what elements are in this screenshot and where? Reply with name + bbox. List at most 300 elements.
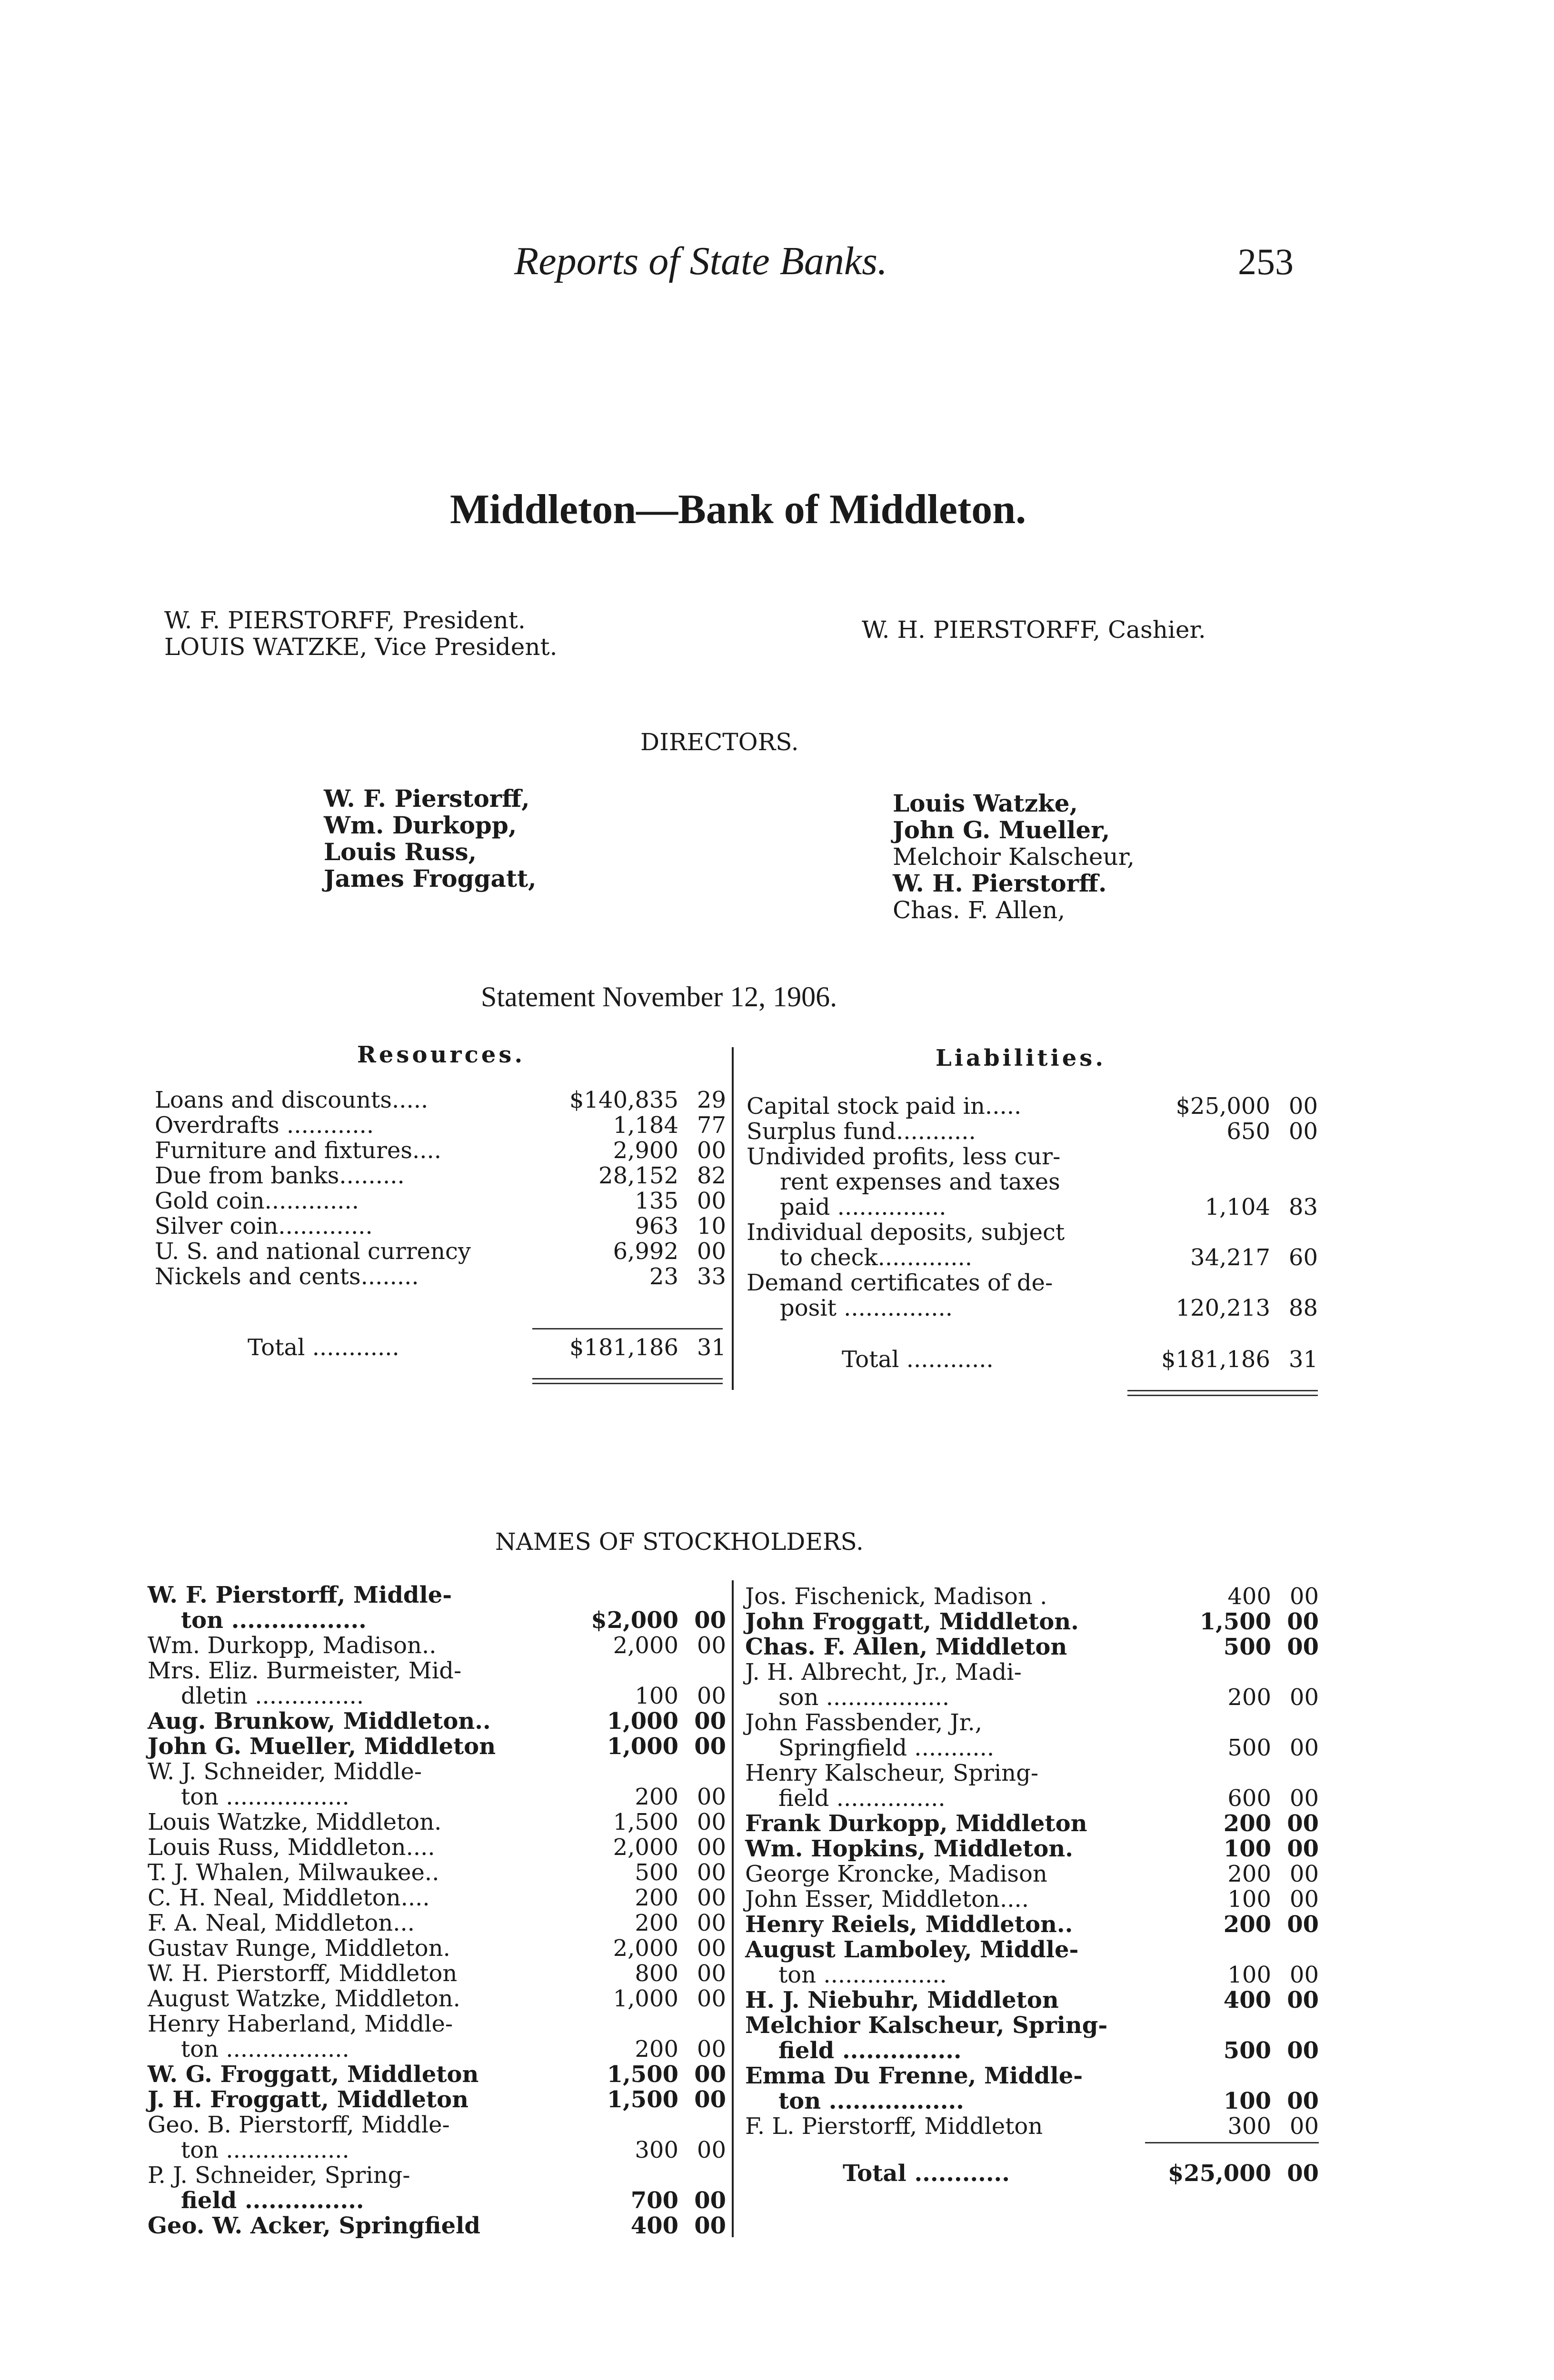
table-row [745,2038,1319,2063]
stockholders-left [148,1583,726,2239]
stockholder-name: dletin ............... [181,1683,364,1709]
table-row [148,1608,726,1633]
liability-cents [1270,1220,1318,1245]
stockholders-divider [732,1580,734,2237]
table-row [155,1088,726,1113]
stockholder-dollars: 400 [1227,1583,1271,1610]
resources-double-rule [532,1383,723,1384]
stockholder-cents: 00 [697,1884,726,1911]
liability-label: Undivided profits, less cur- [747,1143,1061,1170]
table-row [155,1264,726,1289]
resource-dollars: 2,900 [613,1137,678,1164]
stockholder-dollars: 200 [1227,1861,1271,1887]
resource-label: Overdrafts ............ [155,1112,374,1139]
resource-dollars: 23 [649,1263,678,1290]
stockholders-total-label: Total ............ [843,2160,1010,2187]
table-row [745,1862,1319,1887]
liabilities-double-rule [1127,1395,1318,1396]
stockholder-dollars: 300 [635,2137,678,2163]
stockholder-name: Aug. Brunkow, Middleton.. [148,1708,491,1735]
table-row [745,1735,1319,1761]
table-row [148,1986,726,2012]
stockholder-dollars: 2,000 [613,1632,678,1659]
stockholder-dollars [1136,1710,1271,1735]
stockholder-dollars: 200 [635,1910,678,1936]
stockholder-dollars: 200 [1223,1911,1271,1938]
stockholder-dollars: 400 [630,2212,678,2239]
table-row [745,2114,1319,2139]
table-row [745,1887,1319,1912]
directors-right [893,790,1135,923]
liabilities-total [747,1347,1318,1372]
liability-cents: 00 [1288,1118,1318,1145]
table-row [148,2062,726,2087]
stockholder-name: J. H. Froggatt, Middleton [148,2086,469,2113]
statement-date: Statement November 12, 1906. [481,981,837,1012]
stockholder-dollars: 100 [1223,2088,1271,2114]
stockholder-dollars: 200 [635,1884,678,1911]
stockholder-dollars: 200 [1223,1810,1271,1837]
stockholder-dollars: 1,000 [613,1985,678,2012]
liabilities-table [747,1094,1318,1321]
table-row [747,1195,1318,1220]
stockholder-dollars: 500 [1223,1634,1271,1660]
directors-heading: DIRECTORS. [640,728,799,756]
stockholder-name: ton ................. [181,2137,349,2163]
stockholder-cents: 00 [1289,2113,1319,2140]
table-row [745,1811,1319,1836]
running-head-title: Reports of State Banks. [514,239,887,283]
table-row [155,1335,726,1360]
table-row [148,1936,726,1961]
stockholder-name: John Fassbender, Jr., [745,1709,982,1736]
table-row [148,2188,726,2213]
stockholder-name: John Froggatt, Middleton. [745,1608,1079,1635]
liability-cents: 60 [1288,1244,1318,1271]
director-name: Chas. F. Allen, [893,896,1066,924]
resource-cents: 33 [697,1263,726,1290]
table-row [745,1912,1319,1937]
liability-label: Surplus fund........... [747,1118,976,1145]
stockholder-name: field ............... [778,2037,962,2064]
stockholder-cents: 00 [1287,1810,1319,1837]
stockholder-cents [678,1658,726,1684]
stockholder-name: Melchior Kalscheur, Spring- [745,2012,1108,2039]
liability-dollars [1132,1220,1270,1245]
stockholder-name: ton ................. [181,1784,349,1810]
stockholder-dollars [550,1759,678,1785]
stockholder-cents: 00 [1289,1886,1319,1913]
officer-president: W. F. PIERSTORFF, President. [164,606,526,634]
director-name: Wm. Durkopp, [324,811,517,839]
director-name: Louis Russ, [324,838,477,866]
stockholder-name: F. L. Pierstorff, Middleton [745,2113,1043,2140]
table-row [747,1245,1318,1270]
table-row [745,2089,1319,2114]
stockholder-name: field ............... [181,2187,364,2214]
stockholder-name: Jos. Fischenick, Madison . [745,1583,1047,1610]
liability-dollars: $25,000 [1175,1093,1270,1120]
stockholder-name: Geo. B. Pierstorff, Middle- [148,2112,450,2138]
resources-heading: Resources. [357,1041,526,1068]
stockholder-dollars [550,1658,678,1684]
stockholder-name: Emma Du Frenne, Middle- [745,2063,1083,2089]
stockholder-cents: 00 [1289,1684,1319,1711]
resource-label: Silver coin............. [155,1213,373,1240]
officer-vice-president: LOUIS WATZKE, Vice President. [164,633,558,661]
liability-cents: 00 [1288,1093,1318,1120]
table-row [148,1684,726,1709]
table-row [155,1138,726,1163]
liabilities-total-cents: 31 [1288,1346,1318,1373]
stockholder-cents: 00 [697,1834,726,1861]
officers-left [164,607,558,660]
stockholder-dollars: 500 [635,1859,678,1886]
table-row [148,2163,726,2188]
stockholder-cents [1271,2013,1319,2038]
stockholder-dollars: 200 [635,1784,678,1810]
table-row [148,1810,726,1835]
table-row [747,1144,1318,1170]
officer-cashier: W. H. PIERSTORFF, Cashier. [862,616,1206,644]
bank-title: Middleton—Bank of Middleton. [450,486,1026,533]
stockholder-cents: 00 [697,1960,726,1987]
stockholder-dollars [1136,1761,1271,1786]
stockholders-total-dollars: $25,000 [1167,2160,1271,2187]
stockholder-dollars: 800 [635,1960,678,1987]
resource-cents: 10 [697,1213,726,1240]
resource-dollars: $140,835 [569,1087,678,1113]
resource-dollars: 6,992 [613,1238,678,1265]
stockholder-name: T. J. Whalen, Milwaukee.. [148,1859,439,1886]
table-row [148,1911,726,1936]
column-divider [732,1047,734,1390]
stockholder-name: Wm. Durkopp, Madison.. [148,1632,437,1659]
stockholder-name: Louis Russ, Middleton.... [148,1834,435,1861]
liability-cents [1270,1170,1318,1195]
stockholder-dollars: 200 [635,2036,678,2063]
stockholder-name: F. A. Neal, Middleton... [148,1910,415,1936]
table-row [745,1710,1319,1735]
stockholder-name: P. J. Schneider, Spring- [148,2162,410,2189]
liability-label: rent expenses and taxes [780,1169,1060,1195]
stockholder-cents: 00 [1289,1583,1319,1610]
director-name: Louis Watzke, [893,789,1078,817]
stockholder-name: field ............... [778,1785,946,1812]
table-row [148,1658,726,1684]
stockholder-cents [678,2163,726,2188]
table-row [148,1885,726,1911]
liability-dollars: 1,104 [1205,1194,1270,1220]
stockholder-name: August Watzke, Middleton. [148,1985,460,2012]
resources-total-dollars: $181,186 [569,1334,678,1361]
stockholder-cents: 00 [1289,1861,1319,1887]
table-row [148,1835,726,1860]
resource-cents: 00 [697,1137,726,1164]
liability-dollars [1132,1144,1270,1170]
stockholder-name: Gustav Runge, Middleton. [148,1935,450,1962]
stockholder-name: August Lamboley, Middle- [745,1936,1079,1963]
stockholder-name: Springfield ........... [778,1735,995,1761]
stockholder-cents: 00 [697,1809,726,1835]
liability-dollars [1132,1170,1270,1195]
table-row [747,1119,1318,1144]
stockholder-name: Henry Reiels, Middleton.. [745,1911,1073,1938]
liability-dollars: 34,217 [1190,1244,1270,1271]
table-row [745,1836,1319,1862]
resource-label: Gold coin............. [155,1188,359,1214]
stockholder-cents: 00 [697,1859,726,1886]
table-row [745,1761,1319,1786]
stockholder-cents [678,2112,726,2138]
stockholder-name: John Esser, Middleton.... [745,1886,1029,1913]
stockholder-name: Chas. F. Allen, Middleton [745,1634,1067,1660]
stockholder-name: Mrs. Eliz. Burmeister, Mid- [148,1657,462,1684]
stockholder-cents: 00 [1287,1634,1319,1660]
resources-sum-rule [532,1328,723,1329]
resource-label: U. S. and national currency [155,1238,471,1265]
stockholder-cents [678,1759,726,1785]
stockholder-cents: 00 [1287,2037,1319,2064]
resource-label: Nickels and cents........ [155,1263,419,1290]
director-name: James Froggatt, [324,864,537,892]
liability-label: Demand certificates of de- [747,1269,1053,1296]
resource-label: Furniture and fixtures.... [155,1137,442,1164]
directors-left [324,785,537,892]
stockholder-dollars: 500 [1227,1735,1271,1761]
resources-table [155,1088,726,1289]
table-row [148,1860,726,1885]
table-row [745,1685,1319,1710]
table-row [148,1759,726,1785]
director-name: Melchoir Kalscheur, [893,843,1135,871]
stockholder-dollars: 100 [1223,1835,1271,1862]
table-row [148,2213,726,2239]
stockholder-cents [1271,1660,1319,1685]
stockholder-cents: 00 [1289,1962,1319,1988]
stockholder-dollars [550,1583,678,1608]
table-row [745,1937,1319,1963]
liability-label: posit ............... [780,1295,953,1321]
stockholder-dollars [1136,1660,1271,1685]
table-row [747,1170,1318,1195]
table-row [148,2138,726,2163]
stockholder-dollars [1136,1937,1271,1963]
stockholder-dollars: 1,500 [1199,1608,1271,1635]
stockholder-dollars: 1,000 [607,1733,678,1760]
stockholder-cents: 00 [697,1632,726,1659]
stockholder-dollars: 500 [1223,2037,1271,2064]
stockholder-name: Frank Durkopp, Middleton [745,1810,1087,1837]
liabilities-total-label: Total ............ [842,1346,994,1373]
stockholder-cents: 00 [1287,1987,1319,2013]
resource-label: Due from banks......... [155,1162,405,1189]
stockholder-cents [678,2012,726,2037]
stockholder-dollars: 100 [635,1683,678,1709]
stockholder-cents: 00 [1289,1785,1319,1812]
stockholder-dollars: 300 [1227,2113,1271,2140]
table-row [148,2112,726,2138]
stockholder-cents: 00 [694,1607,726,1634]
resource-dollars: 963 [635,1213,678,1240]
liability-dollars [1132,1270,1270,1296]
stockholder-cents [1271,1710,1319,1735]
stockholder-cents: 00 [1287,1608,1319,1635]
stockholder-cents: 00 [697,1910,726,1936]
liabilities-double-rule [1127,1390,1318,1391]
table-row [745,1963,1319,1988]
liability-dollars: 650 [1226,1118,1270,1145]
table-row [148,1785,726,1810]
table-row [745,1635,1319,1660]
director-name: John G. Mueller, [893,816,1110,844]
stockholder-dollars [550,2163,678,2188]
stockholder-cents: 00 [697,2036,726,2063]
stockholders-sum-rule [1145,2142,1319,2143]
table-row [745,1609,1319,1635]
table-row [747,1347,1318,1372]
stockholder-cents: 00 [697,2137,726,2163]
resource-dollars: 28,152 [598,1162,678,1189]
resources-total-cents: 31 [697,1334,726,1361]
table-row [148,2012,726,2037]
stockholder-dollars [550,2112,678,2138]
liability-cents [1270,1144,1318,1170]
stockholders-total-cents: 00 [1287,2160,1319,2187]
stockholder-name: H. J. Niebuhr, Middleton [745,1987,1059,2013]
stockholder-dollars: 1,500 [607,2086,678,2113]
resources-total [155,1335,726,1360]
stockholder-name: George Kroncke, Madison [745,1861,1047,1887]
stockholder-dollars: 100 [1227,1886,1271,1913]
resource-label: Loans and discounts..... [155,1087,428,1113]
resources-double-rule [532,1378,723,1379]
stockholder-name: Louis Watzke, Middleton. [148,1809,442,1835]
table-row [148,1734,726,1759]
stockholder-cents: 00 [697,1935,726,1962]
stockholder-cents: 00 [697,1683,726,1709]
stockholder-cents: 00 [694,1733,726,1760]
table-row [155,1239,726,1264]
stockholders-heading: NAMES OF STOCKHOLDERS. [495,1528,864,1556]
table-row [148,1961,726,1986]
liability-dollars: 120,213 [1175,1295,1270,1321]
director-name: W. H. Pierstorff. [893,869,1107,897]
table-row [745,2013,1319,2038]
resource-dollars: 135 [635,1188,678,1214]
director-name: W. F. Pierstorff, [324,784,530,813]
stockholder-cents [678,1583,726,1608]
resource-cents: 29 [697,1087,726,1113]
table-row [155,1189,726,1214]
liability-label: Capital stock paid in..... [747,1093,1022,1120]
table-row [745,1584,1319,1609]
table-row [745,1988,1319,2013]
stockholder-name: Henry Kalscheur, Spring- [745,1760,1039,1786]
stockholder-dollars: 1,500 [607,2061,678,2088]
stockholder-name: son ................. [778,1684,950,1711]
stockholder-name: ton ................. [181,1607,367,1634]
stockholder-cents [1271,1937,1319,1963]
table-row [745,2161,1319,2186]
stockholder-cents: 00 [694,1708,726,1735]
page-number: 253 [1238,241,1294,282]
resource-cents: 00 [697,1188,726,1214]
table-row [148,2087,726,2112]
stockholder-name: ton ................. [778,2088,964,2114]
stockholder-cents: 00 [697,1784,726,1810]
liability-label: to check............. [780,1244,972,1271]
stockholder-cents: 00 [697,1985,726,2012]
liability-label: paid ............... [780,1194,946,1220]
table-row [747,1220,1318,1245]
stockholder-dollars: 2,000 [613,1834,678,1861]
stockholder-dollars: $2,000 [591,1607,678,1634]
stockholder-dollars: 2,000 [613,1935,678,1962]
stockholder-name: ton ................. [181,2036,349,2063]
table-row [747,1296,1318,1321]
stockholder-name: W. F. Pierstorff, Middle- [148,1582,452,1608]
stockholder-dollars: 1,500 [613,1809,678,1835]
stockholder-cents: 00 [694,2187,726,2214]
resource-cents: 00 [697,1238,726,1265]
table-row [747,1270,1318,1296]
stockholder-name: J. H. Albrecht, Jr., Madi- [745,1659,1022,1686]
liabilities-total-dollars: $181,186 [1161,1346,1270,1373]
stockholder-cents [1271,1761,1319,1786]
stockholder-name: John G. Mueller, Middleton [148,1733,496,1760]
resource-cents: 77 [697,1112,726,1139]
table-row [155,1163,726,1189]
liability-cents [1270,1270,1318,1296]
table-row [148,2037,726,2062]
stockholder-dollars: 100 [1227,1962,1271,1988]
stockholder-name: W. H. Pierstorff, Middleton [148,1960,458,1987]
stockholder-cents: 00 [694,2061,726,2088]
liability-cents: 88 [1288,1295,1318,1321]
stockholders-total [745,2161,1319,2186]
stockholder-dollars [1136,2013,1271,2038]
stockholder-cents: 00 [694,2212,726,2239]
stockholder-name: Wm. Hopkins, Middleton. [745,1835,1073,1862]
stockholder-dollars: 600 [1227,1785,1271,1812]
resource-cents: 82 [697,1162,726,1189]
resource-dollars: 1,184 [613,1112,678,1139]
liability-cents: 83 [1288,1194,1318,1220]
liabilities-heading: Liabilities. [936,1045,1106,1071]
stockholder-dollars: 1,000 [607,1708,678,1735]
table-row [745,1660,1319,1685]
stockholders-right [745,1584,1319,2139]
stockholder-name: C. H. Neal, Middleton.... [148,1884,430,1911]
table-row [155,1214,726,1239]
stockholder-name: Henry Haberland, Middle- [148,2011,453,2037]
stockholder-cents: 00 [1287,1835,1319,1862]
resources-total-label: Total ............ [248,1334,399,1361]
stockholder-dollars: 400 [1223,1987,1271,2013]
table-row [745,2063,1319,2089]
stockholder-cents: 00 [1287,1911,1319,1938]
stockholder-name: W. J. Schneider, Middle- [148,1758,422,1785]
stockholder-name: W. G. Froggatt, Middleton [148,2061,479,2088]
stockholder-cents: 00 [1287,2088,1319,2114]
table-row [148,1583,726,1608]
stockholder-dollars [550,2012,678,2037]
stockholder-cents: 00 [1289,1735,1319,1761]
stockholder-cents: 00 [694,2086,726,2113]
stockholder-name: ton ................. [778,1962,947,1988]
stockholder-cents [1271,2063,1319,2089]
